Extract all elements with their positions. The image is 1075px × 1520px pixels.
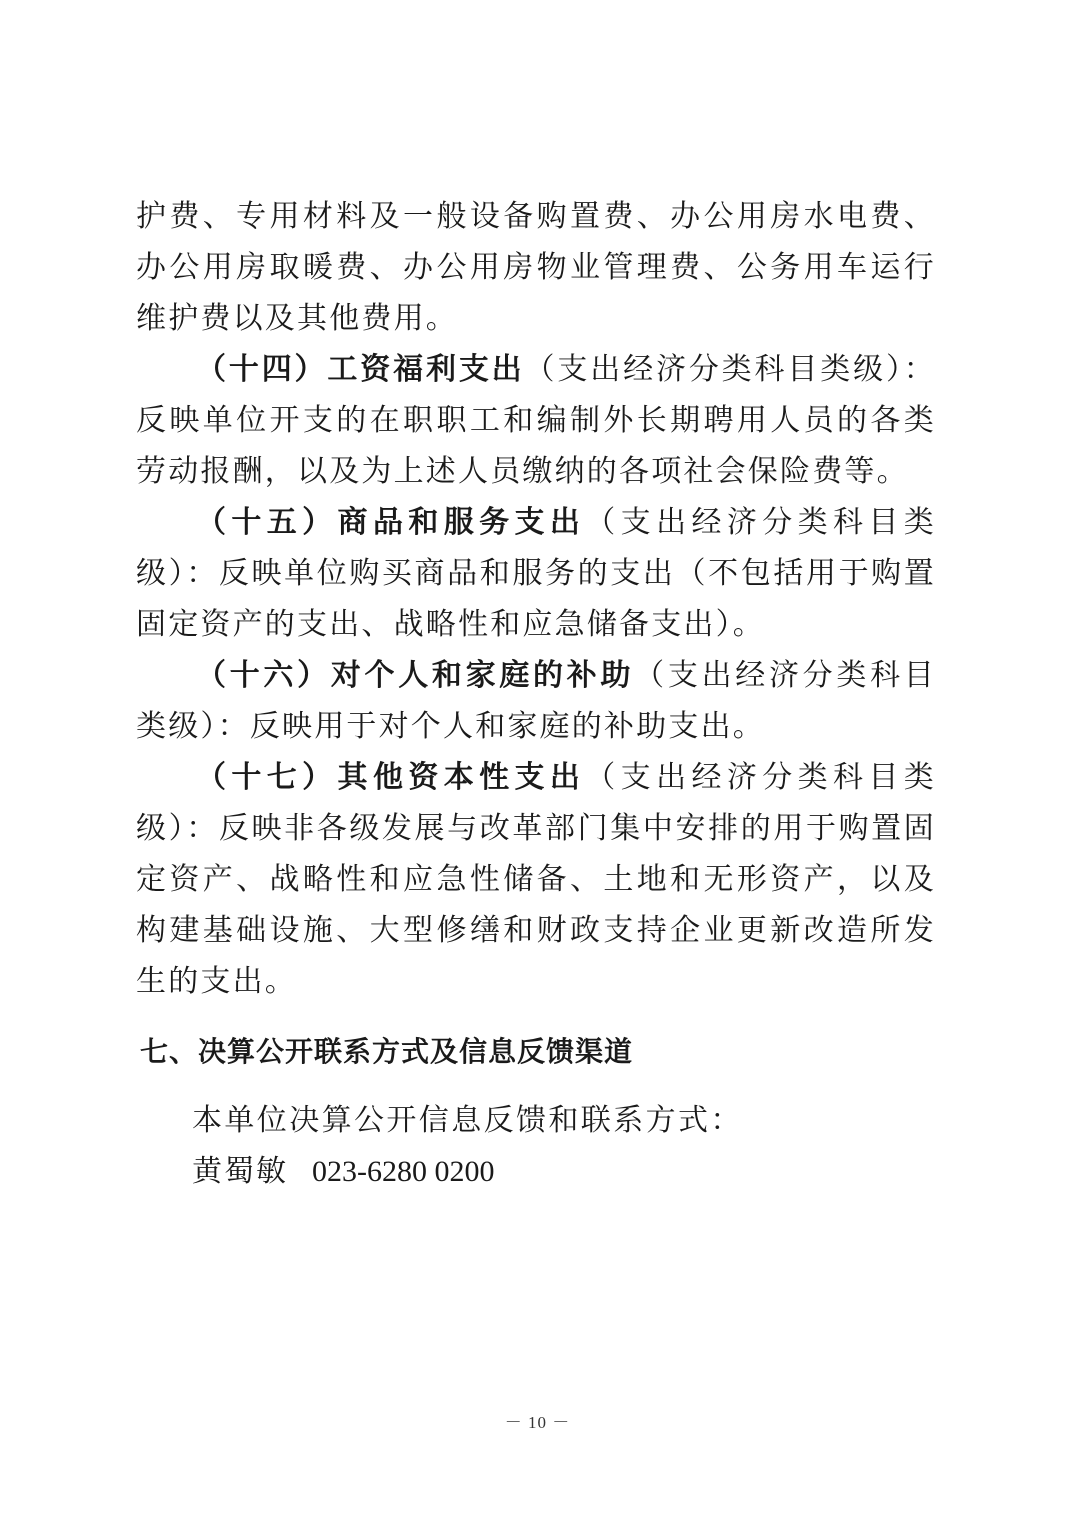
paragraph-household-subsidy: [136, 650, 936, 752]
page-content: [136, 191, 936, 1197]
paragraph-term: （十四）工资福利支出: [196, 352, 525, 387]
paragraph-text: 护费、专用材料及一般设备购置费、办公用房水电费、办公用房取暖费、办公用房物业管理费、公务用车运行维护费以及其他费用。: [136, 199, 936, 336]
contact-intro: 本单位决算公开信息反馈和联系方式：: [192, 1103, 743, 1138]
paragraph-text: （支出经济分类科目类级）：反映非各级发展与改革部门集中安排的用于购置固定资产、战略性和应急性储备、土地和无形资产，以及构建基础设施、大型修缮和财政支持企业更新改造所发生的支出。: [136, 760, 937, 999]
paragraph-goods-services: [136, 497, 936, 650]
paragraph-text: （支出经济分类科目类级）：反映单位开支的在职职工和编制外长期聘用人员的各类劳动报酬，以及为上述人员缴纳的各项社会保险费等。: [136, 352, 936, 489]
section-heading: 七、决算公开联系方式及信息反馈渠道: [140, 1035, 634, 1068]
contact-block: [192, 1095, 936, 1197]
contact-phone: 023-6280 0200: [312, 1155, 495, 1188]
paragraph-wage-welfare: [136, 344, 936, 497]
paragraph-term: （十七）其他资本性支出: [196, 760, 586, 795]
paragraph-other-capital: [136, 752, 936, 1007]
contact-name: 黄蜀敏: [192, 1154, 288, 1189]
paragraph-text: （支出经济分类科目类级）：反映单位购买商品和服务的支出（不包括用于购置固定资产的支出、战略性和应急储备支出）。: [136, 505, 937, 642]
page-number: － 10 －: [504, 1413, 571, 1432]
paragraph-term: （十六）对个人和家庭的补助: [196, 658, 635, 693]
contact-row: [192, 1146, 936, 1197]
paragraph-term: （十五）商品和服务支出: [196, 505, 586, 540]
paragraph-continuation: [136, 191, 936, 344]
paragraph-text: （支出经济分类科目类级）：反映用于对个人和家庭的补助支出。: [136, 658, 936, 744]
